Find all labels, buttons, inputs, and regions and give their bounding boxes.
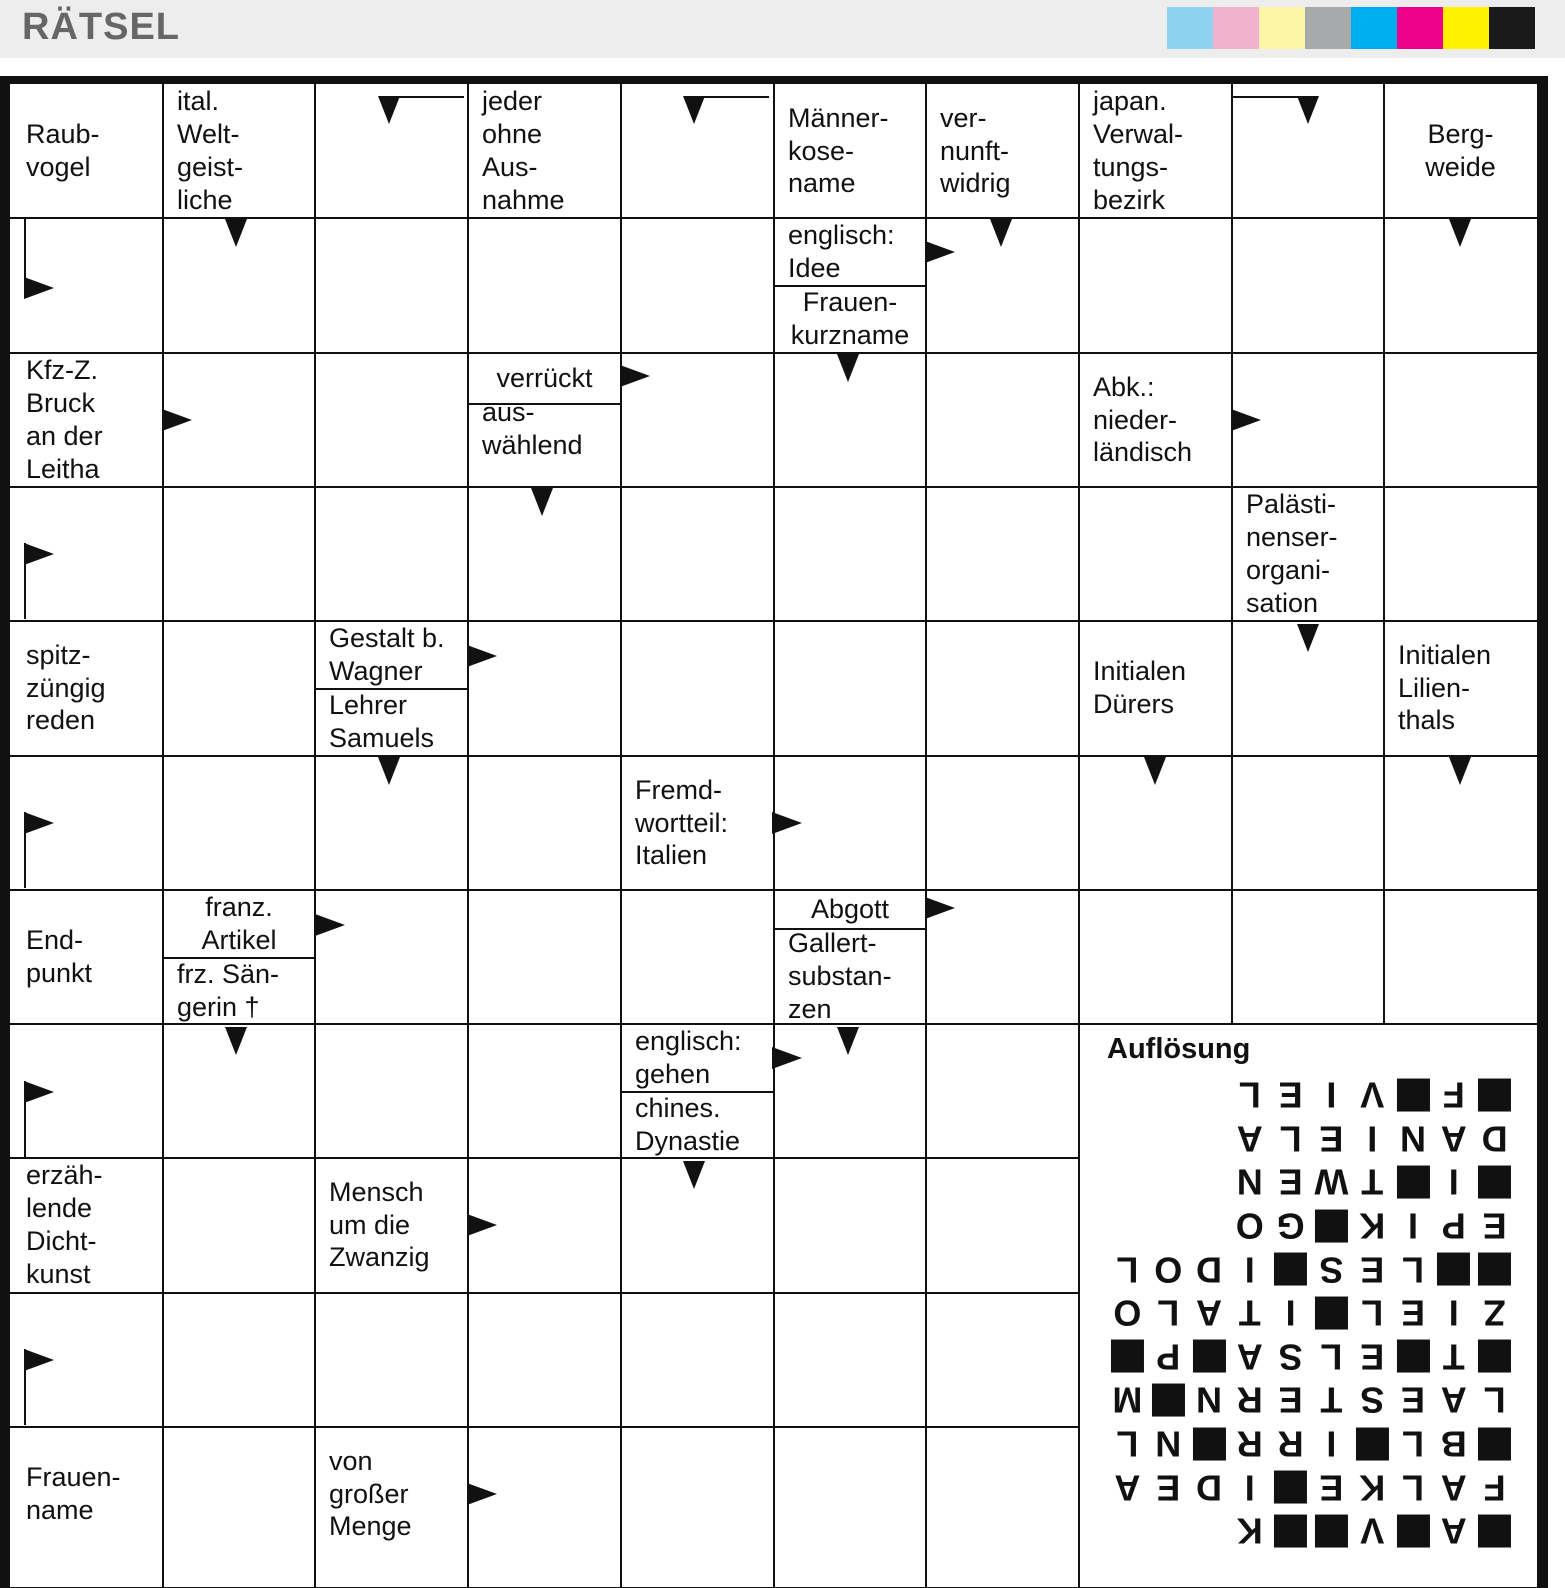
black-square xyxy=(1356,1427,1389,1460)
clue-text: Frauen- name xyxy=(26,1462,121,1525)
solution-letter: G xyxy=(1276,1205,1305,1247)
solution-letter: R xyxy=(1277,1423,1304,1465)
black-square xyxy=(1478,1078,1511,1111)
solution-empty xyxy=(1189,1162,1230,1202)
clue-text: verrückt xyxy=(496,362,593,393)
solution-letter: F xyxy=(1442,1074,1465,1116)
solution-letter: V xyxy=(1360,1510,1385,1552)
clue-abk-nl xyxy=(1079,353,1232,487)
clue-text: englisch: gehen xyxy=(635,1025,742,1089)
solution-letter: I xyxy=(1448,1292,1459,1334)
solution-row xyxy=(1107,1291,1515,1335)
arrow-stem xyxy=(24,543,26,619)
clue-text: Lehrer Samuels xyxy=(329,689,435,753)
black-square xyxy=(1274,1253,1307,1286)
arrow-down-icon xyxy=(1144,757,1166,785)
solution-letter: P xyxy=(1156,1336,1181,1378)
solution-letter: E xyxy=(1319,1467,1344,1509)
solution-block xyxy=(1311,1206,1352,1246)
color-swatch xyxy=(1305,7,1351,49)
clue-chines xyxy=(621,1091,774,1158)
clue-palaestinenser xyxy=(1232,487,1384,621)
black-square xyxy=(1478,1340,1511,1373)
header-bar xyxy=(0,0,1565,58)
solution-letter: D xyxy=(1481,1118,1508,1160)
arrow-right-icon xyxy=(467,645,497,667)
arrow-stem xyxy=(388,96,464,98)
crossword-grid xyxy=(10,84,1537,1587)
black-square xyxy=(1478,1253,1511,1286)
grid-line xyxy=(467,84,469,1587)
solution-letter: N xyxy=(1155,1423,1182,1465)
clue-text: frz. Sän- gerin † xyxy=(177,958,280,1022)
clue-englisch-gehen xyxy=(621,1024,774,1091)
solution-letter: L xyxy=(1157,1292,1180,1334)
solution-letter: E xyxy=(1278,1161,1303,1203)
solution-empty xyxy=(1189,1075,1230,1115)
solution-letter: M xyxy=(1112,1379,1143,1421)
solution-letter: O xyxy=(1154,1249,1183,1291)
arrow-right-icon xyxy=(24,277,54,299)
arrow-right-icon xyxy=(620,365,650,387)
clue-text: Mensch um die Zwanzig xyxy=(329,1176,430,1273)
solution-empty xyxy=(1148,1206,1189,1246)
arrow-right-icon xyxy=(772,1047,802,1069)
solution-letter: L xyxy=(1238,1074,1261,1116)
solution-letter: L xyxy=(1116,1423,1139,1465)
solution-block xyxy=(1474,1424,1515,1464)
clue-spitzzuengig xyxy=(10,621,163,755)
solution-letter: A xyxy=(1236,1336,1263,1378)
solution-block xyxy=(1270,1467,1311,1507)
clue-jeder xyxy=(468,84,621,218)
solution-empty xyxy=(1189,1118,1230,1158)
solution-letter: S xyxy=(1319,1249,1344,1291)
grid-line xyxy=(10,352,1537,354)
arrow-stem xyxy=(693,96,769,98)
clue-maennerkosename xyxy=(774,84,926,218)
solution-block xyxy=(1474,1075,1515,1115)
clue-text: franz. Artikel xyxy=(201,891,277,955)
arrow-right-icon xyxy=(1231,409,1261,431)
solution-block xyxy=(1311,1293,1352,1333)
solution-letter: E xyxy=(1360,1336,1385,1378)
solution-letter: E xyxy=(1482,1205,1507,1247)
solution-letter: I xyxy=(1244,1467,1255,1509)
arrow-down-icon xyxy=(1449,757,1471,785)
solution-empty xyxy=(1189,1206,1230,1246)
clue-text: chines. Dynastie xyxy=(635,1092,741,1156)
black-square xyxy=(1437,1253,1470,1286)
arrow-right-icon xyxy=(24,1349,54,1371)
solution-letter: I xyxy=(1407,1205,1418,1247)
solution-letter: E xyxy=(1400,1292,1425,1334)
solution-block xyxy=(1474,1249,1515,1289)
clue-text: Raub- vogel xyxy=(26,119,100,182)
solution-letter: I xyxy=(1244,1249,1255,1291)
arrow-down-icon xyxy=(1449,219,1471,247)
solution-letter: I xyxy=(1326,1074,1337,1116)
solution-row xyxy=(1107,1465,1515,1509)
clue-text: jeder ohne Aus- nahme xyxy=(482,86,565,215)
arrow-down-icon xyxy=(1297,96,1319,124)
black-square xyxy=(1478,1514,1511,1547)
arrow-down-icon xyxy=(378,757,400,785)
solution-block xyxy=(1393,1075,1434,1115)
solution-box xyxy=(1080,1025,1537,1587)
clue-text: englisch: Idee xyxy=(788,219,895,283)
arrow-right-icon xyxy=(24,543,54,565)
solution-block xyxy=(1189,1424,1230,1464)
solution-letter: F xyxy=(1483,1467,1506,1509)
solution-block xyxy=(1474,1162,1515,1202)
black-square xyxy=(1396,1078,1429,1111)
solution-letter: T xyxy=(1238,1292,1261,1334)
black-square xyxy=(1478,1165,1511,1198)
clue-endpunkt xyxy=(10,890,163,1024)
clue-text: ver- nunft- widrig xyxy=(940,102,1011,199)
solution-letter: W xyxy=(1314,1161,1349,1203)
arrow-stem xyxy=(1231,96,1307,98)
clue-text: spitz- züngig reden xyxy=(26,639,106,736)
solution-block xyxy=(1474,1511,1515,1551)
grid-line xyxy=(314,84,316,1587)
clue-mensch xyxy=(315,1158,468,1292)
color-swatch xyxy=(1213,7,1259,49)
solution-letter: L xyxy=(1483,1379,1506,1421)
solution-empty xyxy=(1148,1162,1189,1202)
clue-raubvogel xyxy=(10,84,163,218)
arrow-down-icon xyxy=(837,1027,859,1055)
solution-block xyxy=(1433,1249,1474,1289)
arrow-stem xyxy=(24,1349,26,1425)
grid-line xyxy=(10,1292,1079,1294)
arrow-right-icon xyxy=(24,1081,54,1103)
solution-letter: S xyxy=(1278,1336,1303,1378)
solution-letter: I xyxy=(1285,1292,1296,1334)
clue-gallert xyxy=(774,928,926,1025)
arrow-right-icon xyxy=(772,812,802,834)
clue-text: Abk.: nieder- ländisch xyxy=(1093,371,1193,468)
solution-block xyxy=(1270,1249,1311,1289)
arrow-down-icon xyxy=(1297,624,1319,652)
solution-letter: A xyxy=(1114,1467,1141,1509)
solution-row xyxy=(1107,1378,1515,1422)
clue-bergweide xyxy=(1384,84,1537,218)
solution-row xyxy=(1107,1073,1515,1117)
black-square xyxy=(1315,1514,1348,1547)
black-square xyxy=(1152,1383,1185,1416)
grid-line xyxy=(10,1426,1079,1428)
solution-block xyxy=(1107,1336,1148,1376)
solution-letter: L xyxy=(1361,1292,1384,1334)
solution-letter: L xyxy=(1279,1118,1302,1160)
solution-letter: L xyxy=(1320,1336,1343,1378)
solution-grid xyxy=(1107,1073,1515,1553)
solution-empty xyxy=(1107,1118,1148,1158)
solution-letter: T xyxy=(1320,1379,1343,1421)
arrow-right-icon xyxy=(467,1483,497,1505)
solution-empty xyxy=(1148,1118,1189,1158)
solution-letter: E xyxy=(1278,1379,1303,1421)
black-square xyxy=(1274,1514,1307,1547)
black-square xyxy=(1111,1340,1144,1373)
clue-kfz xyxy=(10,353,163,487)
arrow-right-icon xyxy=(315,914,345,936)
solution-letter: O xyxy=(1235,1205,1264,1247)
color-swatch xyxy=(1443,7,1489,49)
black-square xyxy=(1193,1340,1226,1373)
solution-empty xyxy=(1107,1075,1148,1115)
black-square xyxy=(1396,1340,1429,1373)
black-square xyxy=(1396,1514,1429,1547)
solution-row xyxy=(1107,1247,1515,1291)
solution-row xyxy=(1107,1335,1515,1379)
clue-text: Fremd- wortteil: Italien xyxy=(635,774,729,871)
arrow-down-icon xyxy=(225,1027,247,1055)
solution-letter: E xyxy=(1156,1467,1181,1509)
solution-letter: L xyxy=(1401,1467,1424,1509)
solution-letter: B xyxy=(1440,1423,1467,1465)
clue-frauenkurzname xyxy=(774,285,926,352)
solution-empty xyxy=(1107,1511,1148,1551)
grid-line xyxy=(10,1157,1079,1159)
solution-empty xyxy=(1189,1511,1230,1551)
clue-weltgeistliche xyxy=(163,84,315,218)
black-square xyxy=(1193,1427,1226,1460)
grid-line xyxy=(162,84,164,1587)
solution-letter: A xyxy=(1440,1379,1467,1421)
solution-letter: I xyxy=(1448,1161,1459,1203)
arrow-down-icon xyxy=(225,219,247,247)
solution-letter: N xyxy=(1196,1379,1222,1421)
solution-letter: L xyxy=(1401,1423,1424,1465)
black-square xyxy=(1396,1165,1429,1198)
clue-text: Palästi- nenser- organi- sation xyxy=(1246,489,1338,618)
solution-letter: P xyxy=(1441,1205,1466,1247)
solution-block xyxy=(1189,1336,1230,1376)
solution-empty xyxy=(1148,1075,1189,1115)
solution-letter: K xyxy=(1359,1205,1386,1247)
solution-letter: I xyxy=(1326,1423,1337,1465)
solution-letter: R xyxy=(1236,1379,1263,1421)
clue-text: ital. Welt- geist- liche xyxy=(177,86,244,215)
black-square xyxy=(1315,1209,1348,1242)
clue-lehrer xyxy=(315,688,468,755)
solution-letter: N xyxy=(1236,1161,1263,1203)
clue-initialen-lilienthal xyxy=(1384,621,1537,755)
clue-text: von großer Menge xyxy=(329,1445,412,1542)
solution-empty xyxy=(1107,1206,1148,1246)
solution-letter: R xyxy=(1236,1423,1263,1465)
solution-row xyxy=(1107,1422,1515,1466)
solution-letter: A xyxy=(1236,1118,1263,1160)
arrow-down-icon xyxy=(990,219,1012,247)
color-swatch xyxy=(1259,7,1305,49)
solution-letter: L xyxy=(1401,1249,1424,1291)
solution-letter: A xyxy=(1196,1292,1222,1334)
arrow-stem xyxy=(24,1081,26,1157)
clue-text: End- punkt xyxy=(26,925,93,988)
solution-letter: D xyxy=(1196,1467,1222,1509)
solution-row xyxy=(1107,1117,1515,1161)
solution-title: Auflösung xyxy=(1107,1033,1251,1065)
arrow-right-icon xyxy=(24,812,54,834)
clue-vernunftwidrig xyxy=(926,84,1079,218)
clue-japan xyxy=(1079,84,1232,218)
solution-block xyxy=(1393,1162,1434,1202)
arrow-right-icon xyxy=(925,897,955,919)
solution-letter: K xyxy=(1359,1467,1386,1509)
clue-auswaehlend xyxy=(468,396,621,460)
arrow-right-icon xyxy=(925,241,955,263)
clue-frauenname xyxy=(10,1427,163,1561)
solution-letter: I xyxy=(1367,1118,1378,1160)
solution-row xyxy=(1107,1160,1515,1204)
color-swatch xyxy=(1167,7,1213,49)
solution-letter: D xyxy=(1196,1249,1222,1291)
arrow-down-icon xyxy=(378,96,400,124)
solution-letter: N xyxy=(1399,1118,1426,1160)
clue-text: Initialen Dürers xyxy=(1093,656,1187,719)
clue-text: aus- wählend xyxy=(482,396,583,460)
solution-letter: A xyxy=(1440,1510,1467,1552)
solution-empty xyxy=(1148,1511,1189,1551)
clue-text: Abgott xyxy=(810,893,890,924)
solution-letter: E xyxy=(1278,1074,1303,1116)
clue-text: erzäh- lende Dicht- kunst xyxy=(26,1160,103,1289)
solution-letter: S xyxy=(1360,1379,1385,1421)
solution-block xyxy=(1474,1336,1515,1376)
arrow-down-icon xyxy=(531,488,553,516)
arrow-down-icon xyxy=(683,1161,705,1189)
clue-franz-artikel xyxy=(163,890,315,957)
solution-letter: T xyxy=(1442,1336,1465,1378)
arrow-down-icon xyxy=(837,354,859,382)
clue-text: Männer- kose- name xyxy=(788,102,889,199)
clue-text: Frauen- kurzname xyxy=(790,286,910,350)
black-square xyxy=(1274,1471,1307,1504)
arrow-stem xyxy=(24,812,26,888)
clue-text: Gestalt b. Wagner xyxy=(329,622,445,686)
clue-gestalt xyxy=(315,621,468,688)
color-swatch xyxy=(1351,7,1397,49)
clue-fremdworteil xyxy=(621,756,774,890)
solution-block xyxy=(1393,1336,1434,1376)
black-square xyxy=(1315,1296,1348,1329)
solution-letter: E xyxy=(1400,1379,1425,1421)
solution-letter: A xyxy=(1440,1118,1467,1160)
solution-row xyxy=(1107,1204,1515,1248)
solution-row xyxy=(1107,1509,1515,1553)
solution-letter: E xyxy=(1319,1118,1344,1160)
arrow-right-icon xyxy=(467,1214,497,1236)
solution-letter: O xyxy=(1113,1292,1142,1334)
solution-block xyxy=(1311,1511,1352,1551)
solution-letter: A xyxy=(1440,1467,1467,1509)
solution-block xyxy=(1393,1511,1434,1551)
arrow-stem xyxy=(24,219,26,285)
solution-block xyxy=(1148,1380,1189,1420)
solution-block xyxy=(1270,1511,1311,1551)
color-swatch xyxy=(1489,7,1535,49)
solution-letter: Z xyxy=(1483,1292,1506,1334)
solution-empty xyxy=(1107,1162,1148,1202)
clue-text: Berg- weide xyxy=(1425,119,1496,182)
clue-von-grosser xyxy=(315,1427,468,1561)
clue-erzaehlende xyxy=(10,1158,163,1292)
solution-block xyxy=(1352,1424,1393,1464)
clue-text: Kfz-Z. Bruck an der Leitha xyxy=(26,355,103,484)
solution-letter: E xyxy=(1360,1249,1385,1291)
clue-frz-saengerin xyxy=(163,957,315,1024)
arrow-down-icon xyxy=(683,96,705,124)
clue-initialen-duerer xyxy=(1079,621,1232,755)
clue-text: Gallert- substan- zen xyxy=(788,928,892,1024)
arrow-right-icon xyxy=(162,409,192,431)
solution-letter: K xyxy=(1236,1510,1263,1552)
black-square xyxy=(1478,1427,1511,1460)
page-title: RÄTSEL xyxy=(22,6,180,48)
color-swatch xyxy=(1397,7,1443,49)
clue-abgott xyxy=(774,890,926,928)
clue-englisch-idee xyxy=(774,218,926,285)
solution-letter: T xyxy=(1361,1161,1384,1203)
solution-letter: L xyxy=(1116,1249,1139,1291)
solution-letter: V xyxy=(1360,1074,1385,1116)
clue-text: Initialen Lilien- thals xyxy=(1398,639,1492,736)
clue-text: japan. Verwal- tungs- bezirk xyxy=(1093,86,1184,215)
